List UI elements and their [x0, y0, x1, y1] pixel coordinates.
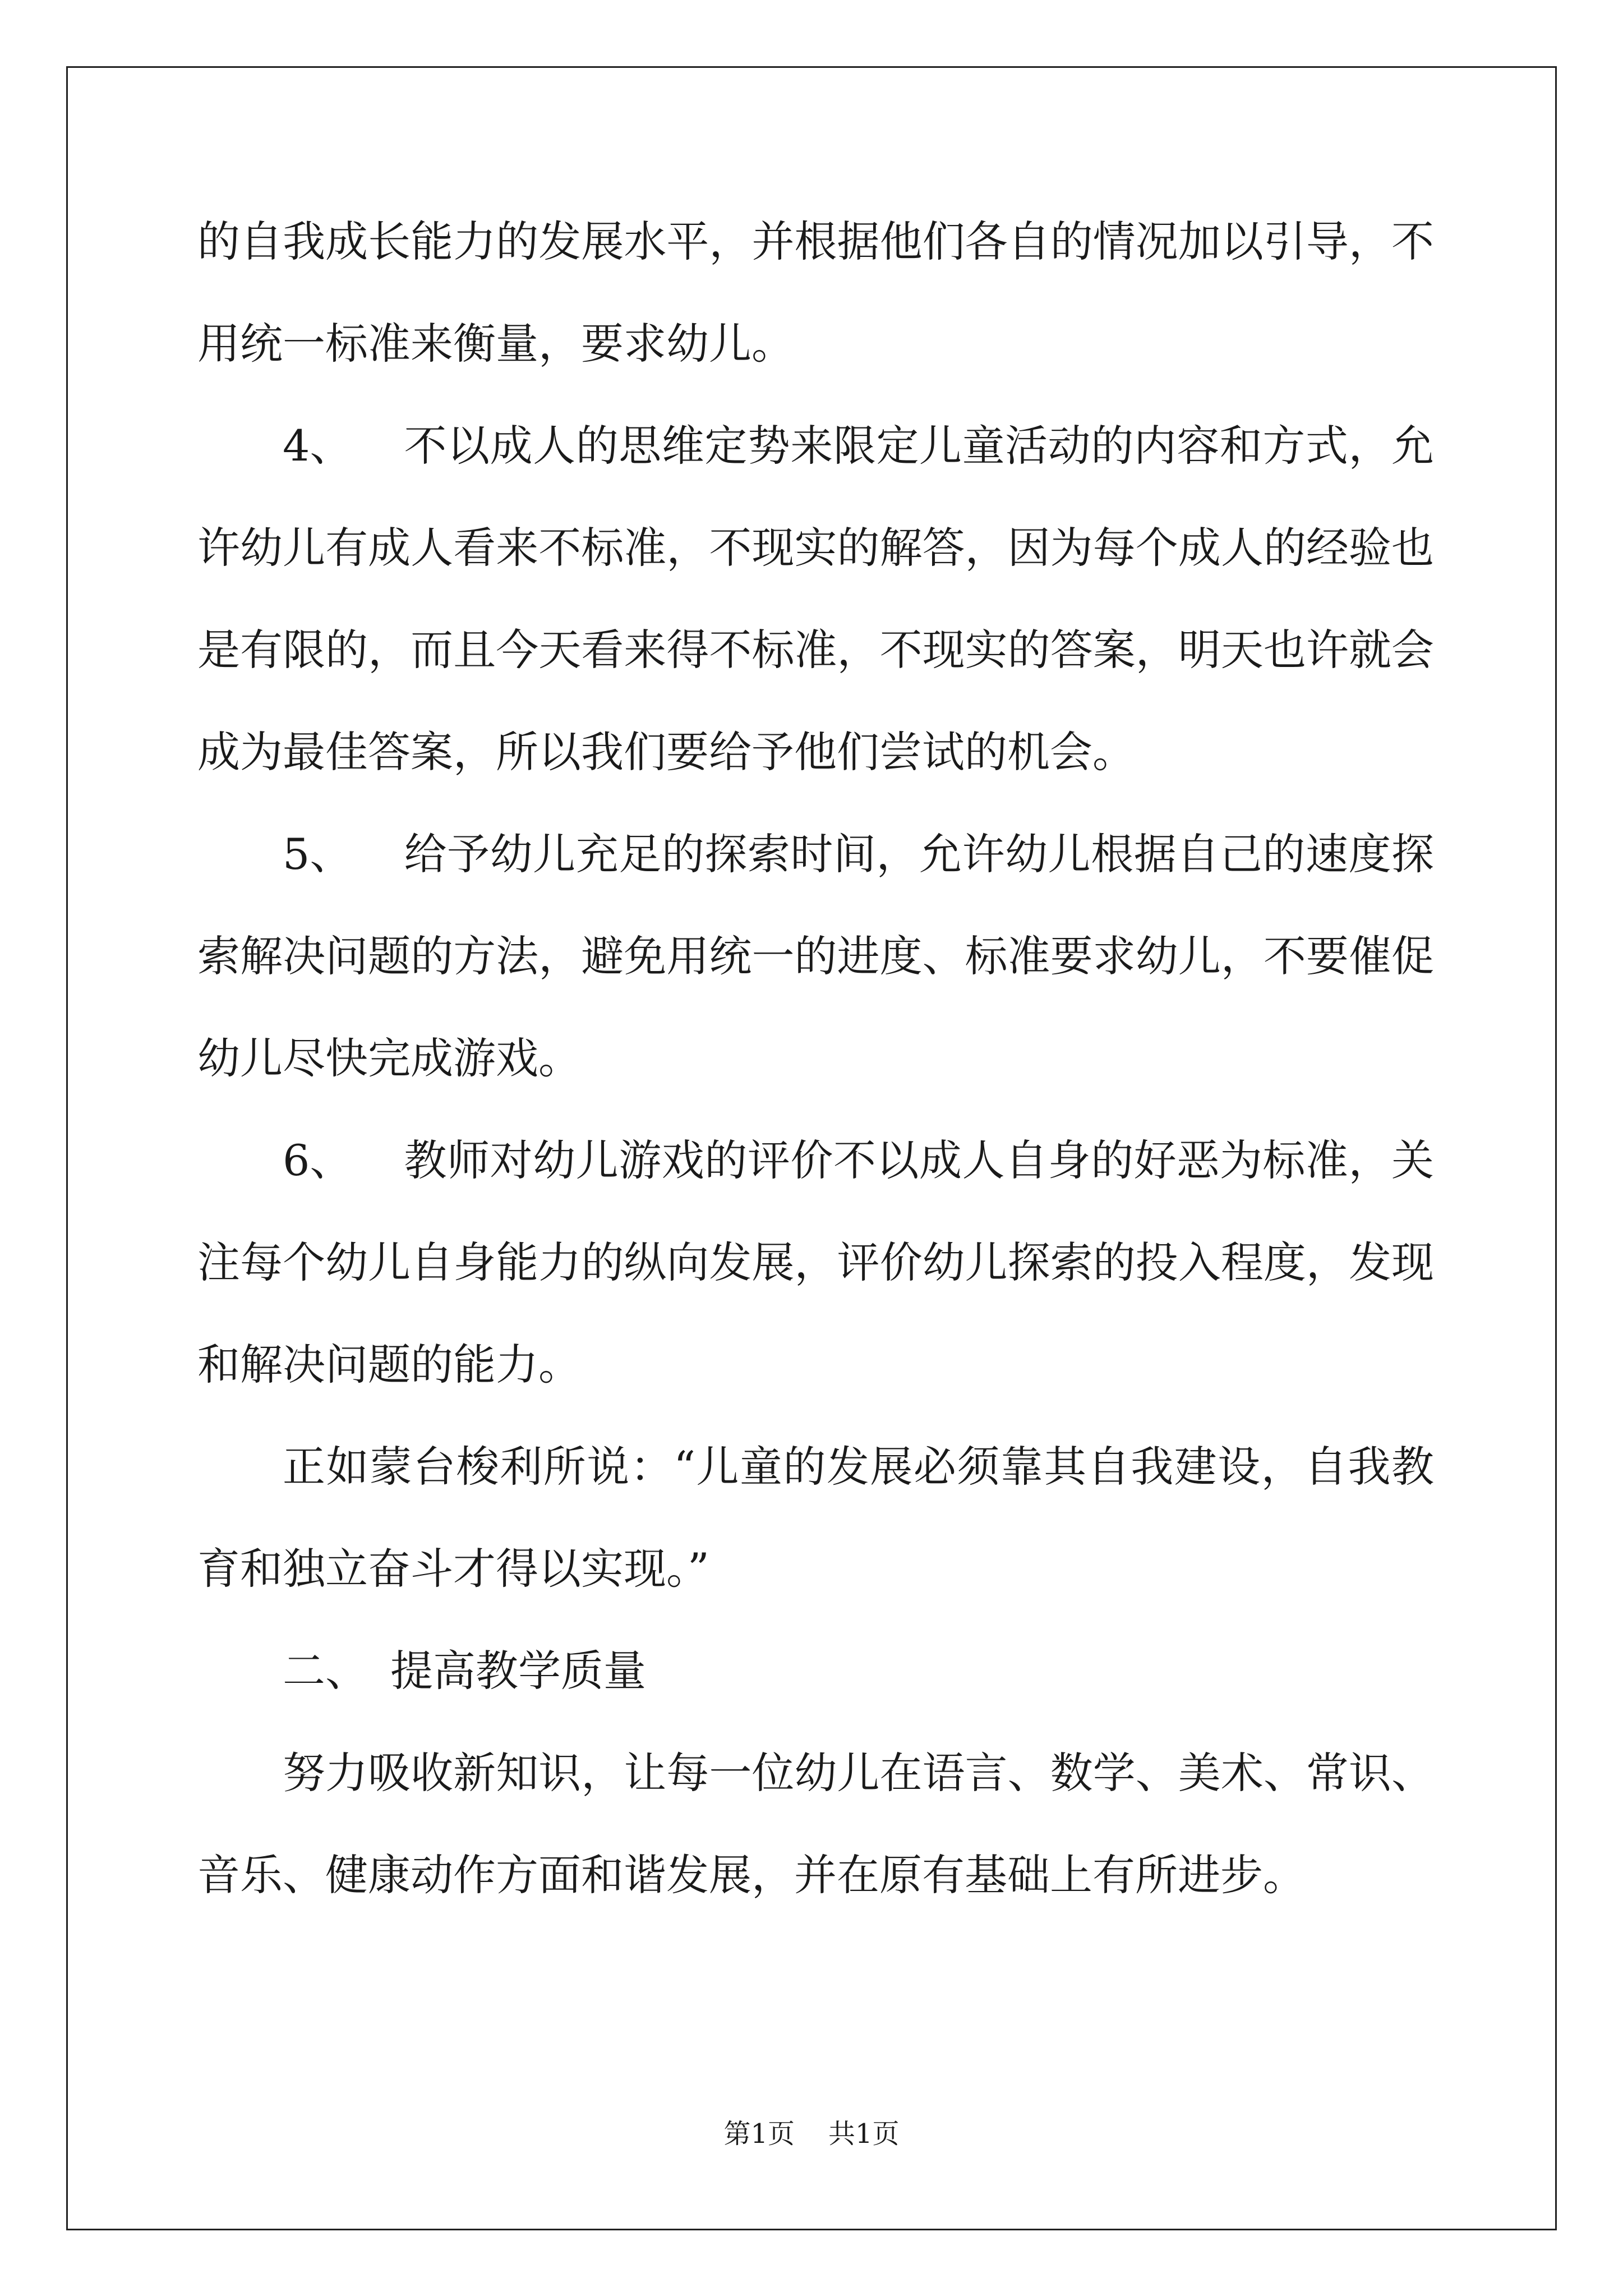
document-body [197, 191, 1434, 1926]
page-total: 共1页 [828, 2118, 900, 2150]
list-item-6 [197, 1110, 1434, 1416]
list-item-text: 给予幼儿充足的探索时间，允许幼儿根据自己的速度探索解决问题的方法，避免用统一的进度、标准要求幼儿，不要催促幼儿尽快完成游戏。 [197, 829, 1434, 1083]
list-item-5 [197, 803, 1434, 1110]
list-item-4 [197, 395, 1434, 803]
list-number: 5、 [283, 829, 353, 879]
list-item-text: 教师对幼儿游戏的评价不以成人自身的好恶为标准，关注每个幼儿自身能力的纵向发展，评价幼儿探索的投入程度，发现和解决问题的能力。 [197, 1135, 1434, 1389]
section-number: 二、 [283, 1646, 368, 1696]
list-number: 6、 [283, 1135, 353, 1185]
list-item-text: 不以成人的思维定势来限定儿童活动的内容和方式，允许幼儿有成人看来不标准，不现实的解答，因为每个成人的经验也是有限的，而且今天看来得不标准，不现实的答案，明天也许就会成为最佳答案，所以我们要给予他们尝试的机会。 [197, 421, 1434, 777]
section-heading [197, 1620, 1434, 1722]
page-footer [0, 2117, 1623, 2151]
list-number: 4、 [283, 421, 353, 471]
paragraph-continuation: 的自我成长能力的发展水平，并根据他们各自的情况加以引导，不用统一标准来衡量，要求幼儿。 [197, 217, 1434, 369]
page-current: 第1页 [723, 2118, 795, 2150]
paragraph-quote: 正如蒙台梭利所说：“儿童的发展必须靠其自我建设，自我教育和独立奋斗才得以实现。” [197, 1442, 1434, 1594]
paragraph-teaching: 努力吸收新知识，让每一位幼儿在语言、数学、美术、常识、音乐、健康动作方面和谐发展，并在原有基础上有所进步。 [197, 1748, 1434, 1900]
section-title: 提高教学质量 [390, 1646, 646, 1696]
